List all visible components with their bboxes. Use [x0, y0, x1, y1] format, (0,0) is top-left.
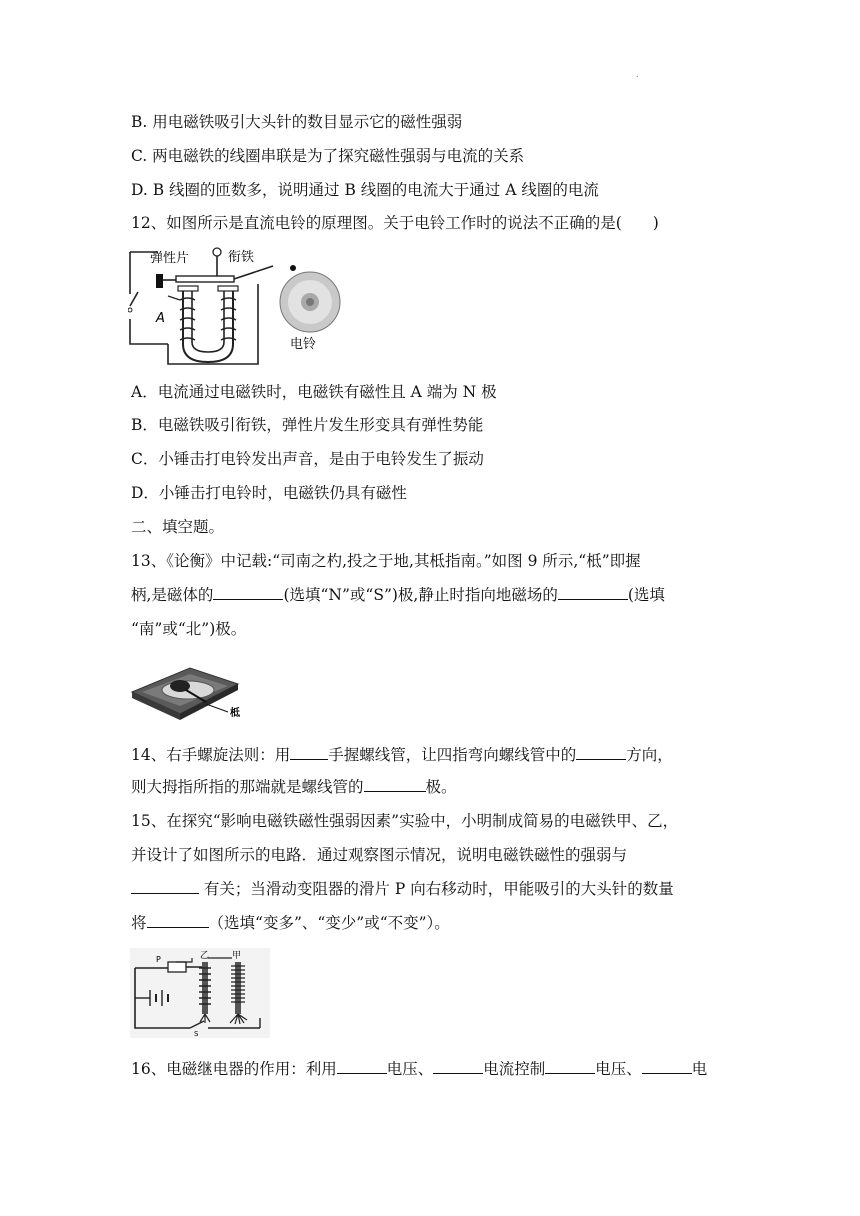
- q16-blank-3[interactable]: [545, 1059, 595, 1074]
- q12-option-b: B．电磁铁吸引衔铁，弹性片发生形变具有弹性势能: [131, 416, 484, 434]
- q16-blank-1[interactable]: [337, 1059, 387, 1074]
- q12-option-d: D．小锤击打电铃时，电磁铁仍具有磁性: [131, 484, 407, 502]
- slider-p-label: P: [156, 955, 161, 964]
- q13-blank-2[interactable]: [558, 585, 628, 600]
- q13-text-c: (选填: [627, 586, 665, 604]
- q11-option-b: B. 用电磁铁吸引大头针的数目显示它的磁性强弱: [131, 113, 463, 131]
- switch-s-label: S: [194, 1030, 199, 1038]
- q13-line3: “南”或“北”)极。: [131, 620, 247, 638]
- q16-text-a: 16、电磁继电器的作用：利用: [131, 1060, 337, 1078]
- q15-text-b: 有关；当滑动变阻器的滑片 P 向右移动时，甲能吸引的大头针的数量: [199, 880, 674, 898]
- electric-bell-diagram: [128, 244, 343, 372]
- q15-blank-1[interactable]: [131, 879, 199, 894]
- q16-text-d: 电压、: [595, 1060, 642, 1078]
- bell-label: 电铃: [290, 337, 317, 352]
- q16-line1: [131, 1059, 707, 1079]
- q12-option-a: A．电流通过电磁铁时，电磁铁有磁性且 A 端为 N 极: [131, 383, 497, 401]
- q13-line2: [131, 585, 665, 605]
- q14-line1: [131, 745, 673, 765]
- page-mark: .: [636, 70, 639, 79]
- q15-line3: [131, 879, 674, 899]
- q13-blank-1[interactable]: [213, 585, 283, 600]
- handle-label: 柢: [230, 708, 240, 719]
- q14-blank-3[interactable]: [364, 777, 426, 792]
- q14-line2: [131, 777, 457, 797]
- q14-blank-2[interactable]: [576, 745, 626, 760]
- q16-text-c: 电流控制: [483, 1060, 546, 1078]
- q16-text-b: 电压、: [386, 1060, 434, 1078]
- q16-blank-4[interactable]: [642, 1059, 692, 1074]
- sinan-compass-image: [130, 662, 245, 724]
- magnet-jia-label: 甲: [232, 951, 242, 961]
- q14-text-e: 极。: [425, 778, 457, 796]
- q15-line4: [131, 913, 450, 933]
- q15-line2: 并设计了如图所示的电路．通过观察图示情况，说明电磁铁磁性的强弱与: [131, 846, 628, 864]
- q12-option-c: C．小锤击打电铃发出声音，是由于电铃发生了振动: [131, 450, 484, 468]
- q15-text-c: （选填“变多”、“变少”或“不变”）。: [208, 914, 450, 932]
- q14-blank-1[interactable]: [290, 745, 328, 760]
- section-heading: 二、填空题。: [131, 518, 225, 536]
- q13-text-b: (选填“N”或“S”)极,静止时指向地磁场的: [283, 586, 558, 604]
- q15-line1: 15、在探究“影响电磁铁磁性强弱因素”实验中，小明制成简易的电磁铁甲、乙，: [131, 812, 679, 830]
- q14-text-b: 手握螺线管，让四指弯向螺线管中的: [328, 746, 577, 764]
- magnet-yi-label: 乙: [200, 951, 210, 961]
- q14-text-c: 方向，: [626, 746, 673, 764]
- q11-option-d: D. B 线圈的匝数多，说明通过 B 线圈的电流大于通过 A 线圈的电流: [131, 181, 599, 199]
- end-a-label: A: [156, 311, 165, 326]
- q15-blank-2[interactable]: [147, 913, 209, 928]
- q13-line1: 13、《论衡》中记载:“司南之杓,投之于地,其柢指南。”如图 9 所示,“柢”即握: [131, 552, 641, 570]
- q13-text-a: 柄,是磁体的: [131, 586, 214, 604]
- q14-text-a: 14、右手螺旋法则：用: [131, 746, 291, 764]
- q15-text-a: 将: [131, 914, 147, 932]
- electromagnet-circuit-diagram: [130, 948, 270, 1038]
- q16-text-e: 电: [691, 1060, 708, 1078]
- q14-text-d: 则大拇指所指的那端就是螺线管的: [131, 778, 364, 796]
- q12-stem: 12、如图所示是直流电铃的原理图。关于电铃工作时的说法不正确的是( ): [131, 214, 659, 232]
- q16-blank-2[interactable]: [433, 1059, 483, 1074]
- q11-option-c: C. 两电磁铁的线圈串联是为了探究磁性强弱与电流的关系: [131, 147, 525, 165]
- spring-label: 弹性片: [150, 251, 190, 266]
- armature-label: 衔铁: [228, 250, 255, 265]
